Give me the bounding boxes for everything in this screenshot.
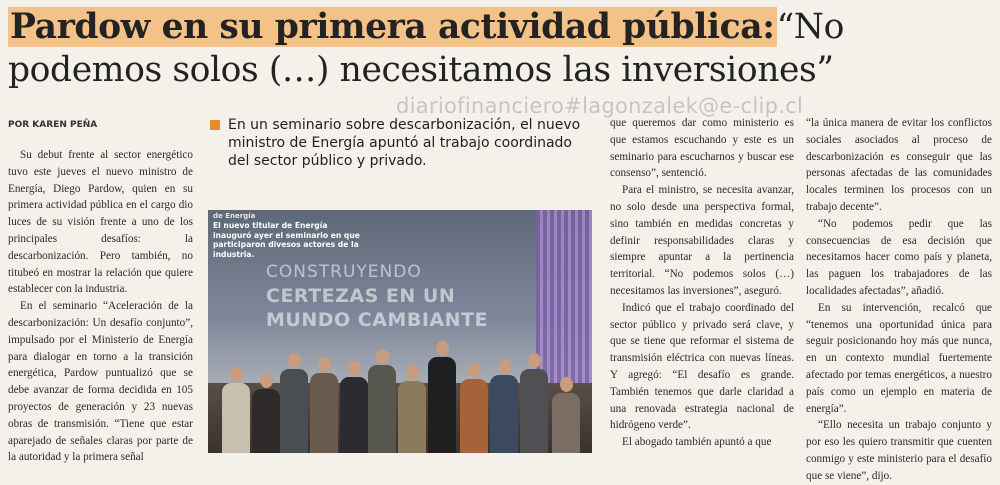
- person-figure: [222, 367, 250, 453]
- article-column-1: [8, 147, 193, 466]
- person-figure: [460, 363, 488, 453]
- person-figure: [280, 353, 308, 453]
- bullet-square-icon: [210, 120, 220, 130]
- group-of-people: [216, 303, 588, 453]
- person-figure: [520, 353, 548, 453]
- headline: [8, 6, 993, 92]
- headline-bold: Pardow en su primera actividad pública:: [10, 7, 775, 47]
- watermark: diariofinanciero#lagonzalek@e-clip.cl: [396, 94, 804, 118]
- article-column-3: [610, 115, 794, 451]
- article-photo: [208, 210, 592, 453]
- photo-caption: El nuevo titular de Energía inauguró ayer el seminario en que participaron divesos actores de la industria.: [213, 221, 360, 259]
- screen-line: MUNDO CAMBIANTE: [266, 309, 488, 331]
- person-figure: [490, 359, 518, 453]
- person-figure: [340, 361, 368, 453]
- screen-line: CERTEZAS EN UN: [266, 285, 456, 307]
- headline-quote: “No podemos solos (…) necesitamos las inversiones”: [8, 7, 844, 90]
- paragraph: El abogado también apuntó a que: [622, 436, 772, 449]
- paragraph: “No podemos pedir que las consecuencias de esa decisión que necesitamos hacer como país y planeta, las paguen los trabajadores de las localidades afectadas”, añadió.: [806, 217, 992, 297]
- paragraph: Para el ministro, se necesita avanzar, no solo desde una perspectiva formal, sino también en medidas concretas y definir responsabilidades claras y siempre apuntar a la pertinencia territorial. “No podemos solos (…) necesitamos las inversiones”, aseguró.: [610, 184, 794, 297]
- person-figure: [310, 357, 338, 453]
- deck: [210, 116, 594, 170]
- article-column-4: [806, 115, 992, 485]
- person-figure: [552, 377, 580, 453]
- paragraph: “la única manera de evitar los conflictos sociales asociados al proceso de descarbonización es conseguir que las personas afectadas de las comunidades locales terminen los procesos con un trabajo decente”.: [806, 117, 992, 213]
- paragraph: que queremos dar como ministerio es que estamos escuchando y este es un seminario para escucharnos y buscar ese consenso”, sentenció.: [610, 117, 794, 180]
- paragraph: Su debut frente al sector energético tuvo este jueves el nuevo ministro de Energía, Diego Pardow, quien en su primera actividad pública en el cargo dio luces de su visión frente a uno de los principales desafíos: la descarbonización. Pero también, no titubeó en mostrar la relación que quiere establecer con la industria.: [8, 149, 193, 296]
- person-figure: [428, 341, 456, 453]
- screen-line: CONSTRUYENDO: [266, 262, 422, 282]
- byline: POR KAREN PEÑA: [8, 120, 98, 130]
- paragraph: “Ello necesita un trabajo conjunto y por eso les quiero transmitir que cuenten conmigo y este ministerio para el desafío que se viene”, dijo.: [806, 419, 992, 482]
- person-figure: [368, 349, 396, 453]
- deck-text: En un seminario sobre descarbonización, el nuevo ministro de Energía apuntó al trabajo coordinado del sector público y privado.: [228, 117, 581, 169]
- person-figure: [398, 365, 426, 453]
- photo-tag: de Energía: [213, 212, 256, 220]
- paragraph: En el seminario “Aceleración de la descarbonización: Un desafío conjunto”, impulsado por el Ministerio de Energía para dialogar en torno a la transición energética, Pardow puntualizó que se debe avanzar de forma decidida en 105 proyectos de generación y 23 nuevas obras de transmisión. “Tiene que estar aparejado de señales claras por parte de la autoridad y la primera señal: [8, 300, 193, 464]
- paragraph: Indicó que el trabajo coordinado del sector público y privado será clave, y que se tiene que reformar el sistema de transmisión eléctrica con nuevas líneas. Y agregó: “El desafío es grande. También tenemos que darle claridad a una renovada estrategia nacional de hidrógeno verde”.: [610, 301, 794, 432]
- person-figure: [252, 373, 280, 453]
- paragraph: En su intervención, recalcó que “tenemos una oportunidad única para seguir posicionando hoy más que nunca, en un contexto mundial fuertemente afectado por temas energéticos, a nuestro país como un ejemplo en materia de energía”.: [806, 301, 992, 415]
